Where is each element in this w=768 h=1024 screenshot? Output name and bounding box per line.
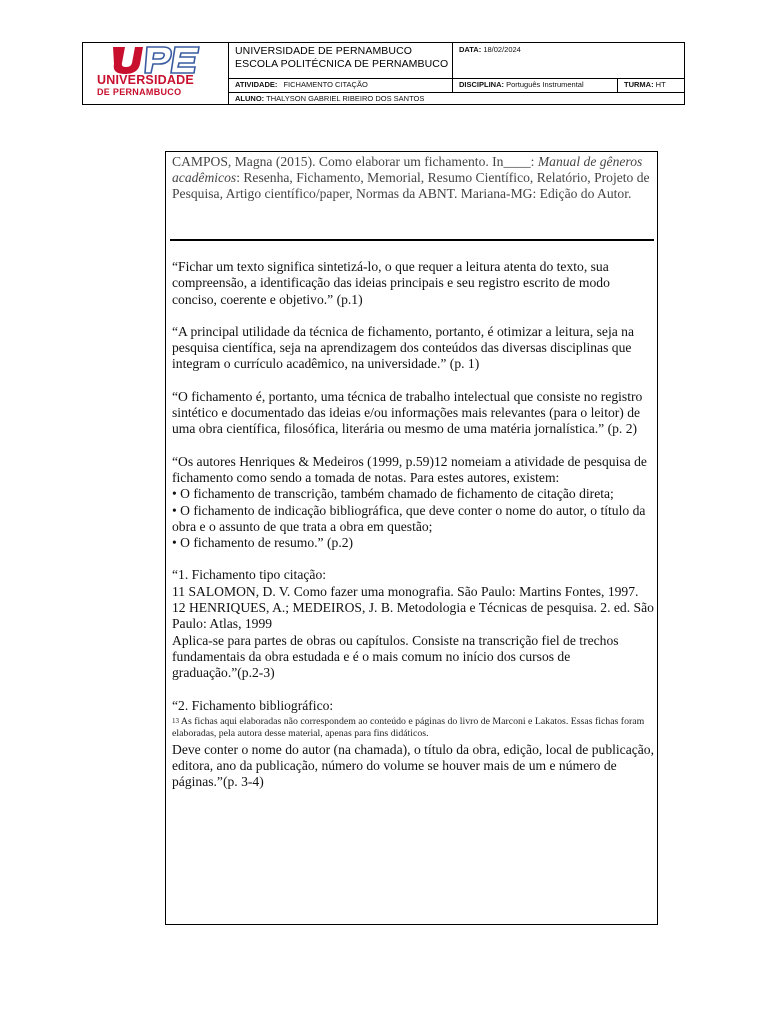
reference-title: Manual de gêneros acadêmicos: [172, 154, 643, 186]
class-label: TURMA:: [624, 80, 654, 89]
quote-5-reference: 11 SALOMON, D. V. Como fazer uma monografia. São Paulo: Martins Fontes, 1997. 12 HENRIQUES, A.; MEDEIROS, J. B. Metodologia e Técnicas de pesquisa. 2. ed. São Paulo: Atlas, 1999: [172, 583, 654, 632]
quote-4-bullet-3: • O fichamento de resumo.” (p.2): [172, 535, 354, 551]
quote-3: “O fichamento é, portanto, uma técnica de trabalho intelectual que consiste no registro sintético e documentado das ideias e/ou informações mais relevantes (para o leitor) de uma obra científica, filosófica, literária ou mesmo de uma matéria jornalística.” (p. 2): [172, 388, 643, 437]
upe-logo-mark: [109, 45, 205, 75]
quote-1: “Fichar um texto significa sintetizá-lo, o que requer a leitura atenta do texto, sua compreensão, a identificação das ideias principais e seu registro escrito de modo conciso, coerente e objetivo.” (p.1): [172, 259, 610, 307]
discipline-label: DISCIPLINA:: [459, 80, 504, 89]
university-name: UNIVERSIDADE DE PERNAMBUCO: [235, 45, 413, 57]
logo-text-universidade: UNIVERSIDADE: [97, 73, 194, 87]
school-name: ESCOLA POLITÉCNICA DE PERNAMBUCO: [235, 58, 449, 70]
quote-6-footnote: [172, 716, 654, 741]
quote-6-body: Deve conter o nome do autor (na chamada), o título da obra, edição, local de publicação, editora, ano da publicação, número do volume se houver mais de um e número de páginas.”(p. 3-4): [172, 741, 655, 790]
student-cell: [229, 93, 685, 105]
quote-6: [172, 698, 654, 791]
class-value: HT: [655, 80, 666, 89]
footnote-text: As fichas aqui elaboradas não correspondem ao conteúdo e páginas do livro de Marconi e Lakatos. Essas fichas foram elaboradas, pela autora desse material, apenas para fins didáticos.: [172, 715, 645, 740]
quote-5-title: “1. Fichamento tipo citação:: [172, 567, 327, 583]
reference-part2: : Resenha, Fichamento, Memorial, Resumo Científico, Relatório, Projeto de Pesquisa, Artigo científico/paper, Normas da ABNT. Mariana-MG: Edição do Autor.: [172, 170, 650, 202]
quote-5: [172, 567, 654, 681]
quote-2: “A principal utilidade da técnica de fichamento, portanto, é otimizar a leitura, seja na pesquisa científica, seja na aprendizagem dos conteúdos das diversas disciplinas que integram o currículo acadêmico, na universidade.” (p. 1): [172, 323, 634, 372]
discipline-value: Português Instrumental: [506, 80, 584, 89]
logo-text-de-pernambuco: DE PERNAMBUCO: [97, 87, 182, 97]
date-cell: [453, 43, 685, 79]
bibliographic-reference: [172, 154, 652, 203]
class-cell: [618, 79, 685, 93]
document-header: [82, 42, 685, 105]
discipline-cell: [453, 79, 618, 93]
logo-cell: [83, 43, 229, 105]
activity-label: ATIVIDADE:: [235, 80, 278, 89]
date-value: 18/02/2024: [483, 45, 521, 54]
student-label: ALUNO:: [235, 94, 265, 103]
quote-5-body: Aplica-se para partes de obras ou capítulos. Consiste na transcrição fiel de trechos fundamentais da obra estudada e é o mais comum no início dos cursos de graduação.”(p.2-3): [172, 632, 619, 681]
student-value: THALYSON GABRIEL RIBEIRO DOS SANTOS: [266, 94, 425, 103]
date-label: DATA:: [459, 45, 482, 54]
reference-part1: CAMPOS, Magna (2015). Como elaborar um fichamento. In____:: [172, 154, 538, 169]
quote-4-intro: “Os autores Henriques & Medeiros (1999, p.59)12 nomeiam a atividade de pesquisa de fichamento como sendo a tomada de notas. Para estes autores, existem:: [172, 453, 647, 485]
activity-value: FICHAMENTO CITAÇÃO: [283, 80, 368, 89]
institution-cell: [229, 43, 453, 79]
fichamento-box: [165, 151, 658, 925]
quote-6-title: “2. Fichamento bibliográfico:: [172, 697, 334, 713]
quote-4-bullet-1: • O fichamento de transcrição, também chamado de fichamento de citação direta;: [172, 486, 614, 502]
footnote-mark: 13: [172, 716, 179, 725]
quote-4-bullet-2: • O fichamento de indicação bibliográfica, que deve conter o nome do autor, o título da obra e o assunto de que trata a obra em questão;: [172, 502, 646, 534]
activity-cell: [229, 79, 453, 93]
quotes-section: [172, 259, 654, 791]
reference-divider: [170, 239, 654, 241]
quote-4: [172, 454, 654, 552]
